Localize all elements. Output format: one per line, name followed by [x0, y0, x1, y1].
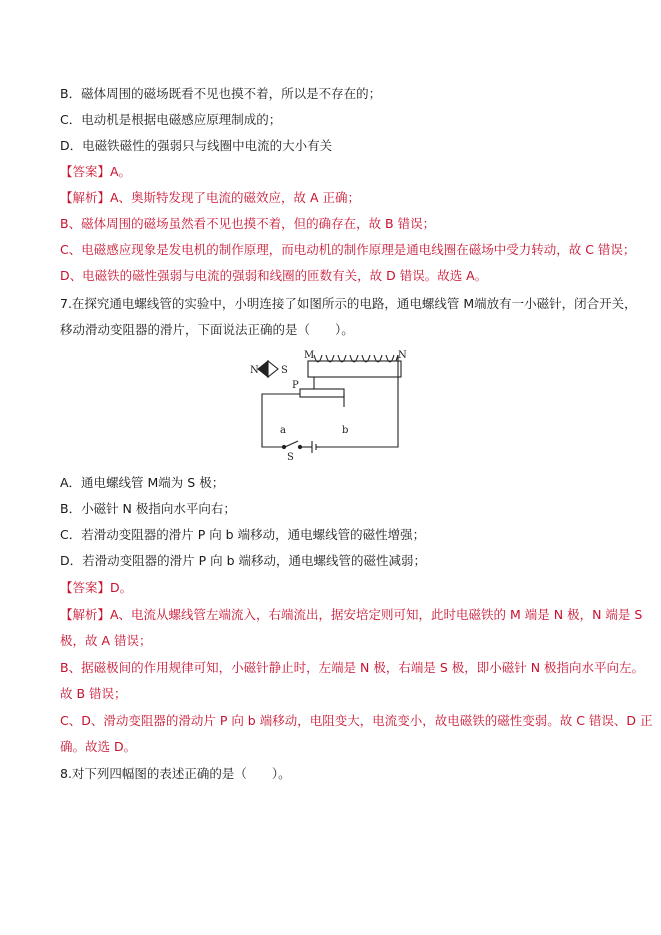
- needle-label-s: S: [281, 365, 288, 376]
- question-7-line-1: 7.在探究通电螺线管的实验中，小明连接了如图所示的电路，通电螺线管 M端放有一小磁针，闭合开关，: [60, 296, 637, 311]
- option-7-d: D．若滑动变阻器的滑片 P 向 b 端移动，通电螺线管的磁性减弱；: [60, 553, 426, 568]
- needle-label-n: N: [250, 365, 259, 376]
- analysis-7-a-line-2: 极，故 A 错误；: [60, 633, 152, 648]
- analysis-7-cd-line-1: C、D、滑动变阻器的滑动片 P 向 b 端移动，电阻变大，电流变小，故电磁铁的磁性变弱。故 C 错误、D 正: [60, 713, 653, 728]
- answer-7: 【答案】D。: [60, 580, 133, 595]
- question-8: 8.对下列四幅图的表述正确的是（ ）。: [60, 766, 291, 781]
- line-d-statement: D．电磁铁磁性的强弱只与线圈中电流的大小有关: [60, 138, 333, 153]
- answer-6: 【答案】A。: [60, 164, 132, 179]
- question-7-line-2: 移动滑动变阻器的滑片，下面说法正确的是（ ）。: [60, 322, 354, 337]
- analysis-6-c: C、电磁感应现象是发电机的制作原理，而电动机的制作原理是通电线圈在磁场中受力转动，故 C 错误；: [60, 242, 636, 257]
- coil-label-n: N: [398, 350, 407, 361]
- option-7-a: A．通电螺线管 M端为 S 极；: [60, 475, 225, 490]
- option-7-b: B．小磁针 N 极指向水平向右；: [60, 501, 236, 516]
- line-b-statement: B．磁体周围的磁场既看不见也摸不着，所以是不存在的；: [60, 86, 382, 101]
- analysis-6-d: D、电磁铁的磁性强弱与电流的强弱和线圈的匝数有关，故 D 错误。故选 A。: [60, 268, 488, 283]
- line-c-statement: C．电动机是根据电磁感应原理制成的；: [60, 112, 282, 127]
- slider-label-p: P: [292, 380, 299, 391]
- analysis-7-a-line-1: 【解析】A、电流从螺线管左端流入，右端流出，据安培定则可知，此时电磁铁的 M 端是 N 极，N 端是 S: [60, 607, 643, 622]
- analysis-6-a: 【解析】A、奥斯特发现了电流的磁效应，故 A 正确；: [60, 190, 361, 205]
- rheostat: [300, 389, 344, 397]
- analysis-7-b-line-1: B、据磁极间的作用规律可知，小磁针静止时，左端是 N 极，右端是 S 极，即小磁针 N 极指向水平向左。: [60, 660, 645, 675]
- coil-label-m: M: [304, 350, 315, 361]
- solenoid-circuit-figure: [248, 347, 408, 462]
- switch-label-s: S: [287, 452, 294, 462]
- analysis-7-cd-line-2: 确。故选 D。: [60, 739, 137, 754]
- solenoid-core: [308, 361, 401, 377]
- terminal-label-a: a: [280, 425, 286, 436]
- compass-needle-icon: [258, 361, 268, 377]
- battery-icon: [312, 441, 316, 453]
- analysis-7-b-line-2: 故 B 错误；: [60, 686, 127, 701]
- analysis-6-b: B、磁体周围的磁场虽然看不见也摸不着，但的确存在，故 B 错误；: [60, 216, 436, 231]
- option-7-c: C．若滑动变阻器的滑片 P 向 b 端移动，通电螺线管的磁性增强；: [60, 527, 426, 542]
- terminal-label-b: b: [342, 425, 349, 436]
